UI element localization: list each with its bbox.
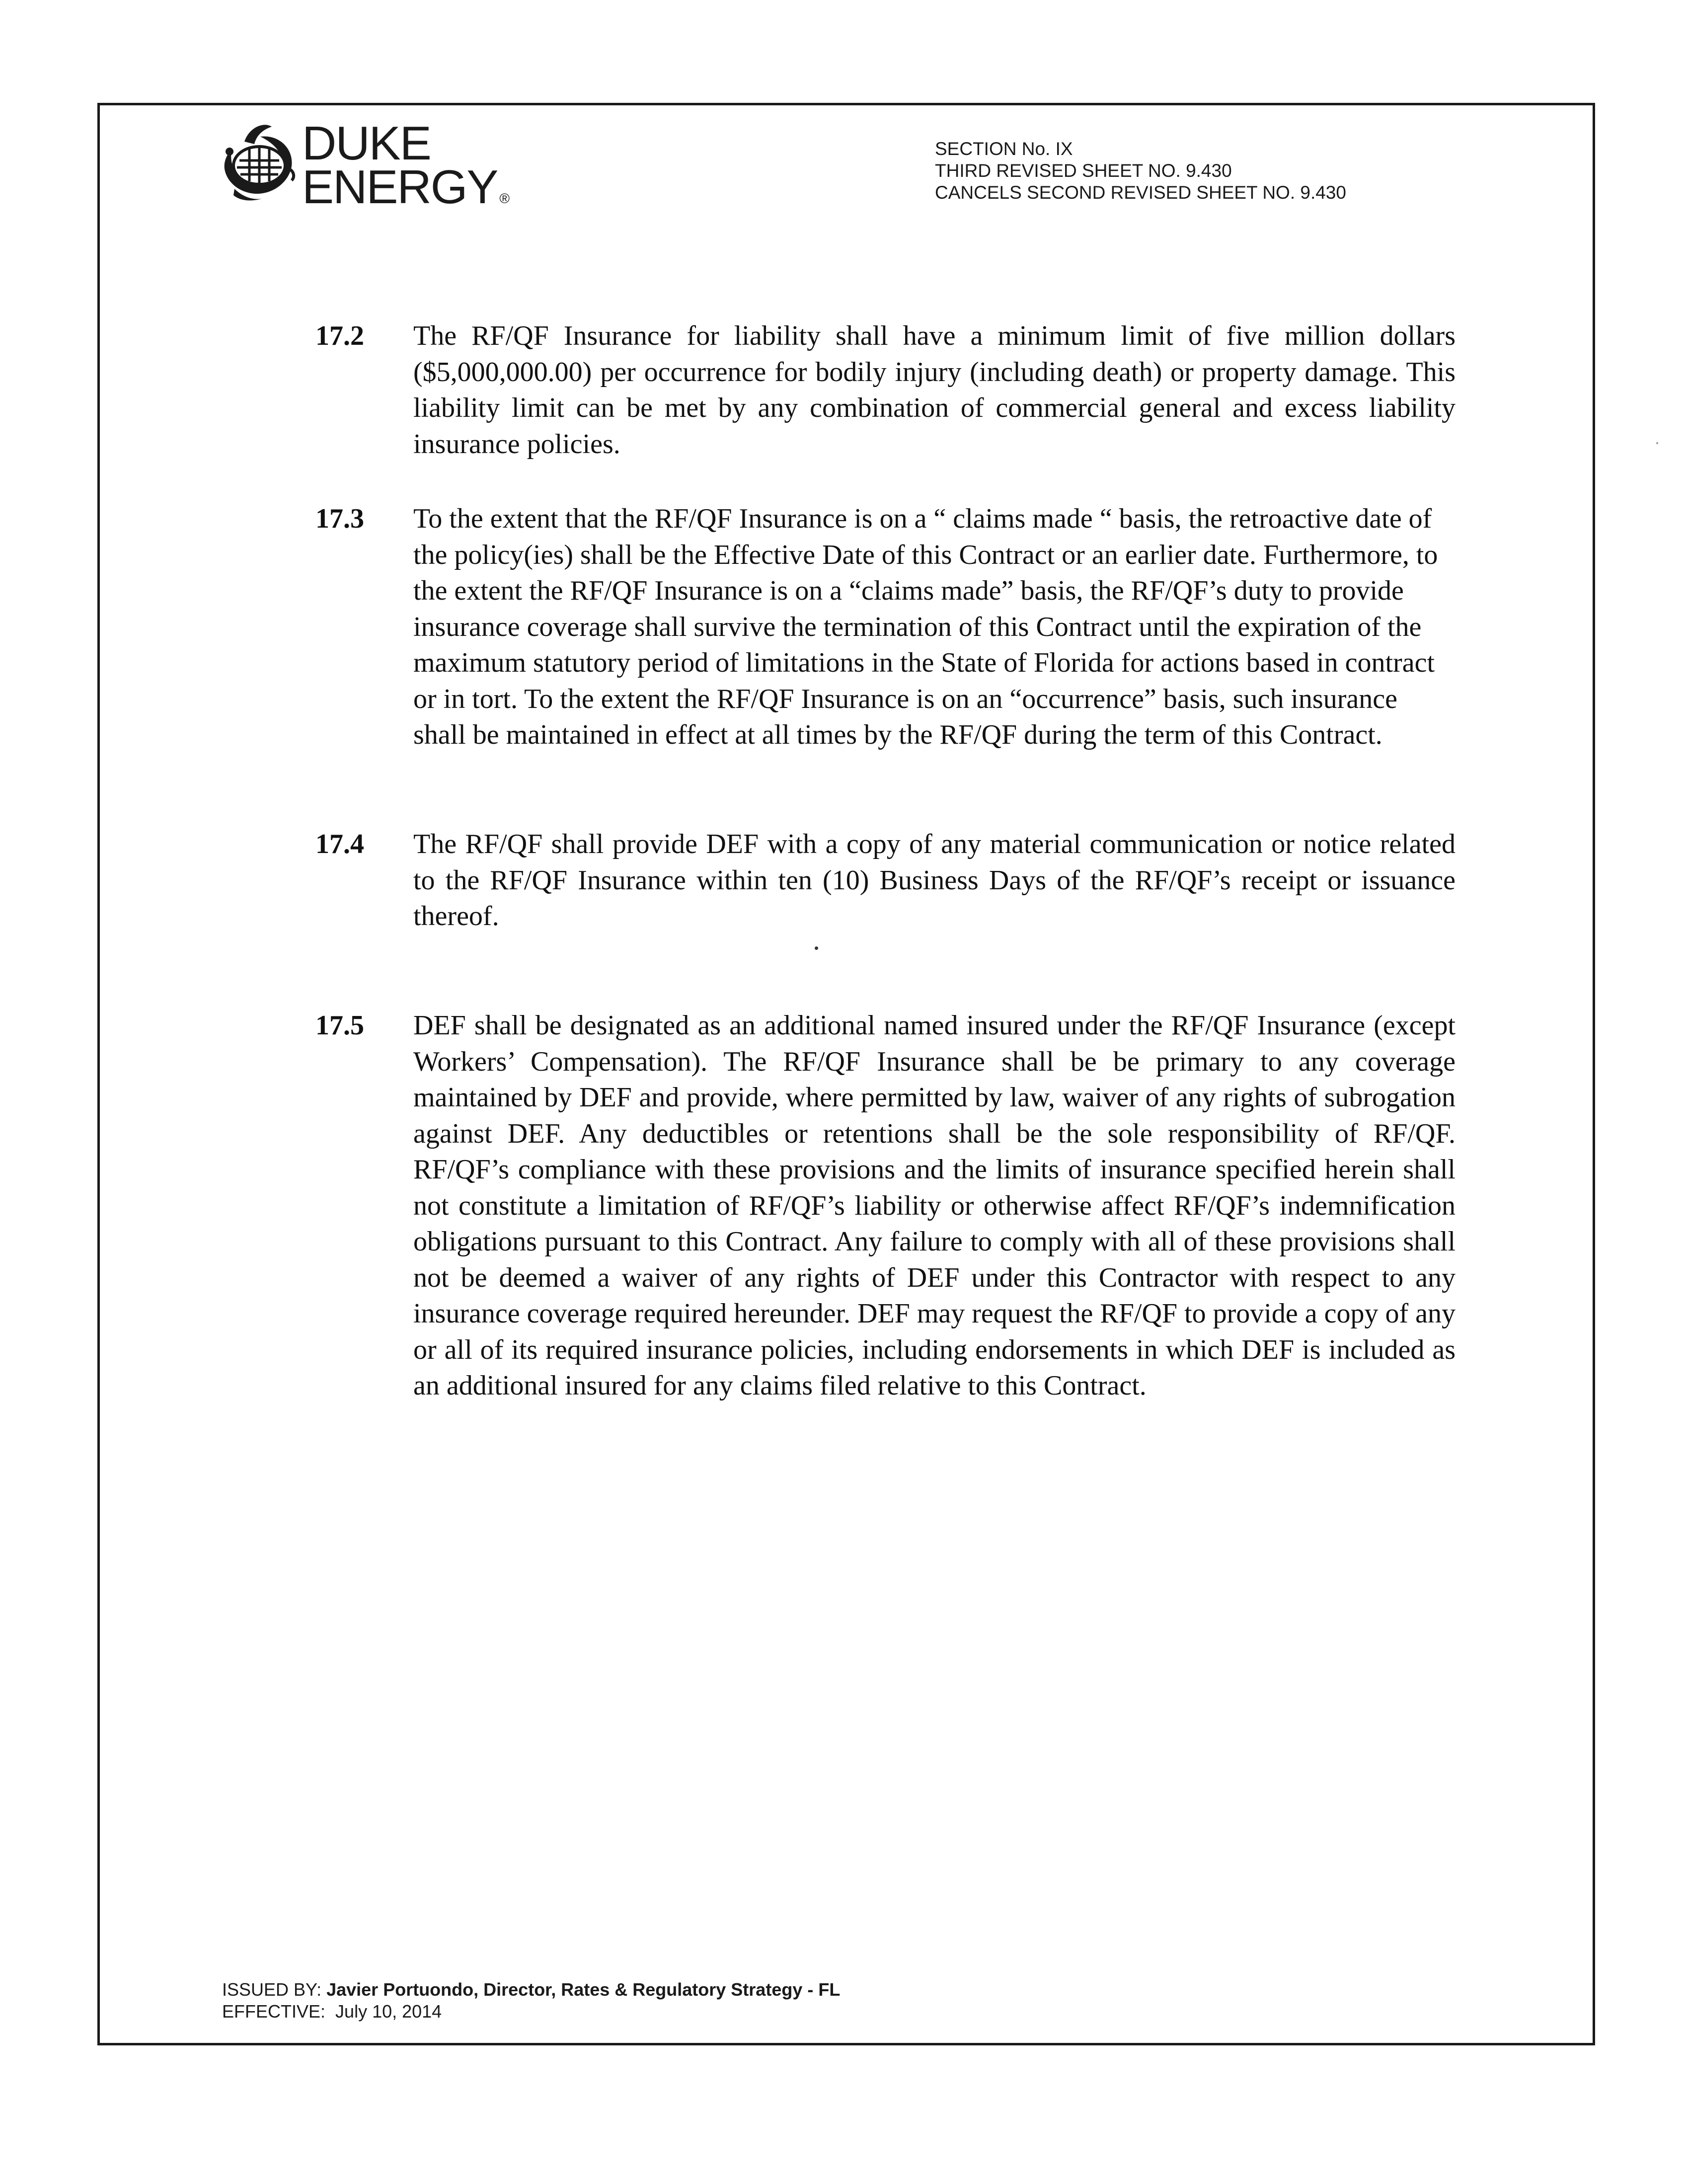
clause-text: To the extent that the RF/QF Insurance is on a “ claims made “ basis, the retroactive date of the policy(ies) shall be the Effective Date of this Contract or an earlier date. Furthermore, to the extent the RF/QF Insurance is on a “claims made” basis, the RF/QF’s duty to provide insurance coverage shall survive the termination of this Contract until the expiration of the maximum statutory period of limitations in the State of Florida for actions based in contract or in tort. To the extent the RF/QF Insurance is on an “occurrence” basis, such insurance shall be maintained in effect at all times by the RF/QF during the term of this Contract. [413,503,1438,750]
logo-line-energy-text: ENERGY [302,160,498,214]
clause-text: DEF shall be designated as an additional named insured under the RF/QF Insurance (except Workers’ Compensation). The RF/QF Insurance shall be be primary to any coverage maintained by DEF and provide, where permitted by law, waiver of any rights of subrogation against DEF. Any deductibles or retentions shall be the sole responsibility of RF/QF. RF/QF’s compliance with these provisions and the limits of insurance specified herein shall not constitute a limitation of RF/QF’s liability or otherwise affect RF/QF’s indemnification obligations pursuant to this Contract. Any failure to comply with all of these provisions shall not be deemed a waiver of any rights of DEF under this Contractor with respect to any insurance coverage required hereunder. DEF may request the RF/QF to provide a copy of any or all of its required insurance policies, including endorsements in which DEF is included as an additional insured for any claims filed relative to this Contract. [413,1010,1456,1401]
logo-wordmark [302,117,509,221]
clause-text: The RF/QF Insurance for liability shall have a minimum limit of five million dollars ($5,000,000.00) per occurrence for bodily injury (including death) or property damage. This liability limit can be met by any combination of commercial general and excess liability insurance policies. [413,320,1456,460]
clause-17-4 [315,826,1458,940]
clause-number: 17.4 [315,829,364,859]
duke-energy-emblem-icon [215,122,299,206]
issued-by-label: ISSUED BY: [222,1979,322,2000]
clause-17-3 [315,501,1458,794]
clause-17-2 [315,318,1458,467]
effective-label: EFFECTIVE: [222,2001,326,2022]
effective-value: July 10, 2014 [335,2001,442,2022]
duke-energy-logo [215,117,513,221]
issued-by-value: Javier Portuondo, Director, Rates & Regulatory Strategy - FL [326,1979,841,2000]
clause-number: 17.5 [315,1010,364,1041]
sheet-number: THIRD REVISED SHEET NO. 9.430 [935,160,1232,181]
clause-number: 17.2 [315,320,364,351]
footer [222,1979,840,2023]
effective-line [222,2001,840,2023]
clause-number: 17.3 [315,503,364,534]
logo-line-duke: DUKE [302,117,431,170]
cancels-sheet: CANCELS SECOND REVISED SHEET NO. 9.430 [935,182,1346,203]
issued-by-line [222,1979,840,2001]
section-number: SECTION No. IX [935,139,1073,159]
clause-text: The RF/QF shall provide DEF with a copy of any material communication or notice related to the RF/QF Insurance within ten (10) Business Days of the RF/QF’s receipt or issuance thereof. [413,829,1456,932]
stray-mark [1656,442,1658,444]
logo-line-energy [302,160,509,221]
stray-mark [815,946,818,950]
registered-mark: ® [499,191,509,206]
clause-17-5 [315,1008,1458,1504]
sheet-header [935,138,1346,204]
